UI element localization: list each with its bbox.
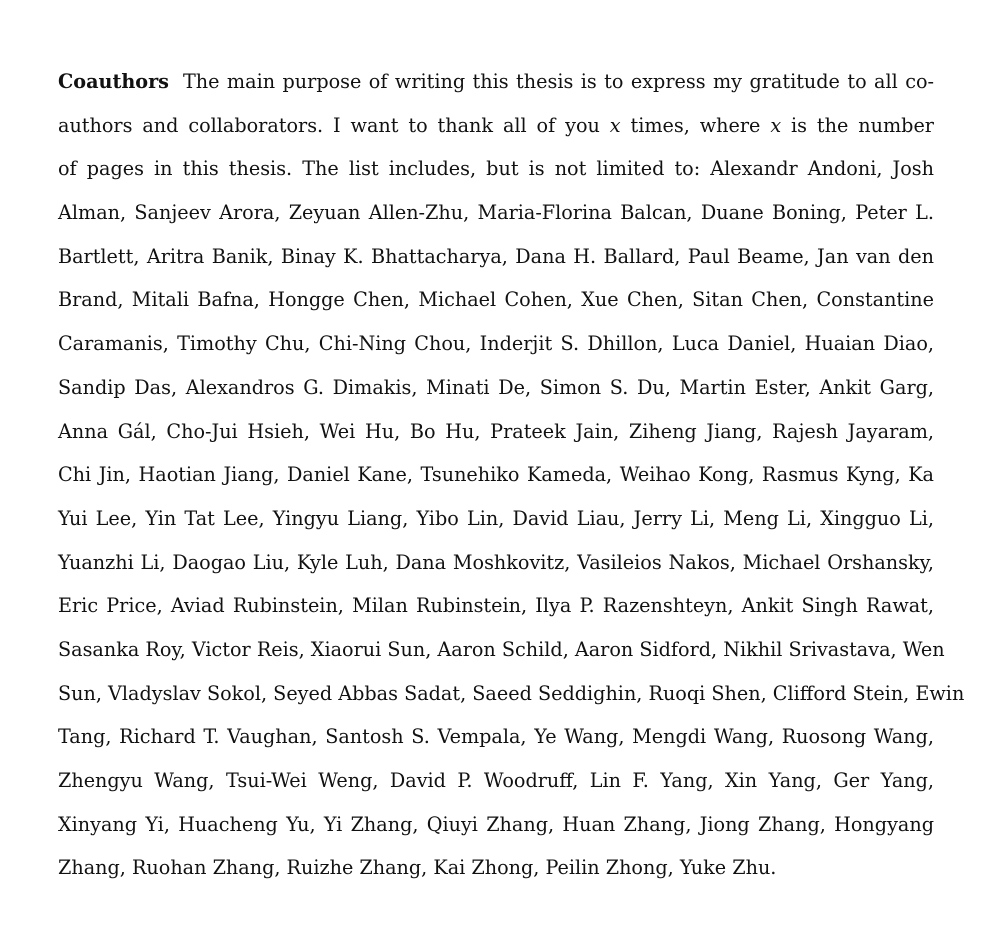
text-line-9: Anna Gál, Cho-Jui Hsieh, Wei Hu, Bo Hu, Prateek Jain, Ziheng Jiang, Rajesh Jayaram, xyxy=(58,419,934,443)
text-line-11: Yui Lee, Yin Tat Lee, Yingyu Liang, Yibo Lin, David Liau, Jerry Li, Meng Li, Xingguo Li, xyxy=(58,506,934,530)
text-line-6: Brand, Mitali Bafna, Hongge Chen, Michael Cohen, Xue Chen, Sitan Chen, Constantine xyxy=(58,288,934,312)
text-line-5: Bartlett, Aritra Banik, Binay K. Bhattacharya, Dana H. Ballard, Paul Beame, Jan van den xyxy=(58,244,934,268)
text-line-18: Xinyang Yi, Huacheng Yu, Yi Zhang, Qiuyi Zhang, Huan Zhang, Jiong Zhang, Hongyang xyxy=(58,812,934,836)
text-line-4: Alman, Sanjeev Arora, Zeyuan Allen-Zhu, Maria-Florina Balcan, Duane Boning, Peter L. xyxy=(58,201,934,225)
text-line-1 xyxy=(58,60,934,104)
text-line-10: Chi Jin, Haotian Jiang, Daniel Kane, Tsunehiko Kameda, Weihao Kong, Rasmus Kyng, Ka xyxy=(58,463,934,487)
section-heading: Coauthors xyxy=(58,70,169,93)
text-line-14: Sasanka Roy, Victor Reis, Xiaorui Sun, Aaron Schild, Aaron Sidford, Nikhil Srivastava, Wen xyxy=(58,637,945,661)
text-segment: authors and collaborators. I want to thank all of you xyxy=(58,113,610,137)
math-variable-x: x xyxy=(609,113,621,137)
text-line-17: Zhengyu Wang, Tsui-Wei Weng, David P. Woodruff, Lin F. Yang, Xin Yang, Ger Yang, xyxy=(58,769,934,792)
math-variable-x: x xyxy=(770,113,782,137)
text-line-19: Zhang, Ruohan Zhang, Ruizhe Zhang, Kai Zhong, Peilin Zhong, Yuke Zhu. xyxy=(58,856,777,880)
text-segment: is the number xyxy=(781,113,934,137)
text-line-12: Yuanzhi Li, Daogao Liu, Kyle Luh, Dana Moshkovitz, Vasileios Nakos, Michael Orshansky, xyxy=(58,550,934,574)
text-line-3: of pages in this thesis. The list includes, but is not limited to: Alexandr Andoni, Josh xyxy=(58,157,934,181)
text-line-7: Caramanis, Timothy Chu, Chi-Ning Chou, Inderjit S. Dhillon, Luca Daniel, Huaian Diao, xyxy=(58,332,934,356)
text-line-13: Eric Price, Aviad Rubinstein, Milan Rubinstein, Ilya P. Razenshteyn, Ankit Singh Rawat, xyxy=(58,594,934,618)
text-line-15: Sun, Vladyslav Sokol, Seyed Abbas Sadat, Saeed Seddighin, Ruoqi Shen, Clifford Stein, Ewin xyxy=(58,681,965,705)
text-line-8: Sandip Das, Alexandros G. Dimakis, Minati De, Simon S. Du, Martin Ester, Ankit Garg, xyxy=(58,375,934,399)
text-line-2 xyxy=(58,104,934,148)
coauthors-paragraph xyxy=(58,60,965,890)
text-segment: times, where xyxy=(620,113,771,137)
text-segment: The main purpose of writing this thesis is to express my gratitude to all co- xyxy=(182,70,934,93)
text-line-16: Tang, Richard T. Vaughan, Santosh S. Vempala, Ye Wang, Mengdi Wang, Ruosong Wang, xyxy=(58,725,934,749)
